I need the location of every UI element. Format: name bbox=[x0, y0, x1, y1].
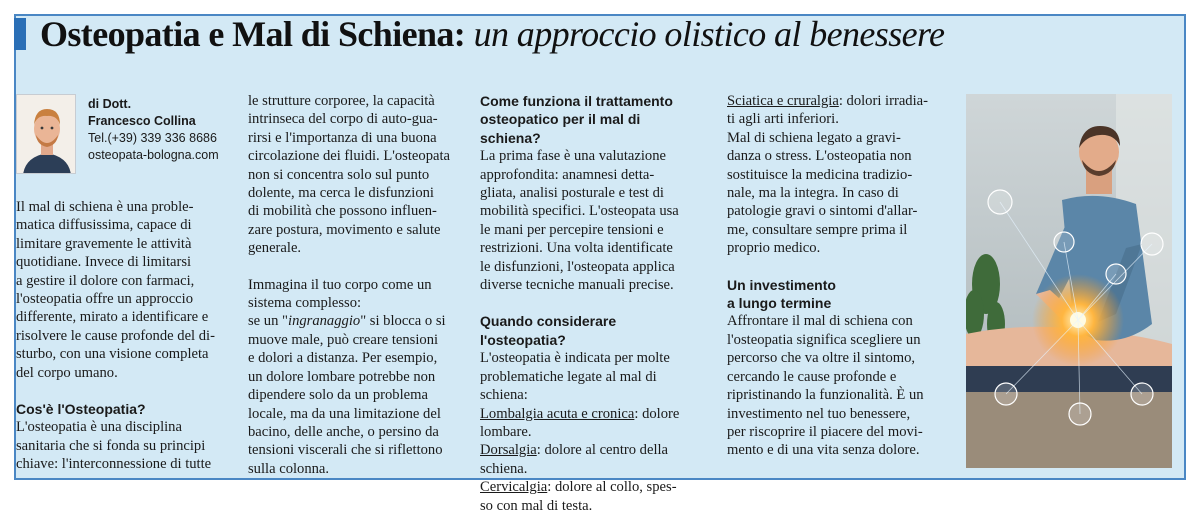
body-line: dolente, ma cerca le disfunzioni bbox=[248, 185, 434, 202]
body-line: per riscoprire il piacere del movi- bbox=[727, 423, 923, 440]
intro-line: a gestire il dolore con farmaci, bbox=[16, 272, 195, 289]
body-line: locale, ma da una limitazione del bbox=[248, 405, 441, 422]
intro-line: quotidiane. Invece di limitarsi bbox=[16, 254, 192, 271]
intro-line: l'osteopatia offre un approccio bbox=[16, 291, 194, 308]
body-line: L'osteopatia è indicata per molte bbox=[480, 350, 670, 367]
body-line: lombare. bbox=[480, 423, 532, 440]
condition-item bbox=[480, 441, 702, 459]
condition-desc: : dolore al centro della bbox=[536, 442, 669, 459]
body-line: investimento nel tuo benessere, bbox=[727, 405, 911, 422]
condition-term: Cervicalgia bbox=[480, 479, 548, 496]
condition-item bbox=[480, 478, 702, 496]
intro-line: Il mal di schiena è una proble- bbox=[16, 199, 194, 215]
column-1 bbox=[16, 94, 228, 474]
body-line: le strutture corporee, la capacità bbox=[248, 93, 435, 109]
body-line: percorso che va oltre il sintomo, bbox=[727, 350, 916, 367]
body-line: approfondita: anamnesi detta- bbox=[480, 166, 655, 183]
body-line: ripristinando la funzionalità. È un bbox=[727, 387, 924, 404]
text-run: se un " bbox=[248, 313, 289, 330]
body-line: diverse tecniche manuali precise. bbox=[480, 277, 674, 294]
column-2 bbox=[248, 92, 470, 478]
osteopathy-treatment-photo-icon bbox=[966, 94, 1172, 468]
condition-desc: : dolori irradia- bbox=[838, 93, 928, 109]
body-line: schiena: bbox=[480, 387, 528, 404]
body-line: l'osteopatia significa scegliere un bbox=[727, 331, 921, 348]
body-line: sistema complesso: bbox=[248, 295, 362, 312]
body-line: danza o stress. L'osteopatia non bbox=[727, 148, 912, 165]
text-run: " si blocca o si bbox=[360, 313, 446, 330]
author-website: osteopata-bologna.com bbox=[88, 148, 219, 162]
body-line: mobilità specifici. L'osteopata usa bbox=[480, 203, 679, 220]
condition-desc: : dolore bbox=[634, 405, 680, 422]
body-line: L'osteopatia è una disciplina bbox=[16, 419, 182, 436]
body-line: sulla colonna. bbox=[248, 460, 330, 477]
section-heading-what-is: Cos'è l'Osteopatia? bbox=[16, 401, 146, 418]
body-line: gliata, analisi posturale e test di bbox=[480, 185, 664, 202]
author-prefix: di Dott. bbox=[88, 97, 132, 111]
intro-line: matica diffusissima, capace di bbox=[16, 217, 192, 234]
body-line: non si concentra solo sul punto bbox=[248, 166, 430, 183]
emphasis-ingranaggio: ingranaggio bbox=[288, 313, 361, 330]
body-line: dipendere solo da un problema bbox=[248, 387, 428, 404]
section-heading-investment: Un investimento bbox=[727, 276, 836, 293]
body-line: chiave: l'interconnessione di tutte bbox=[16, 456, 212, 473]
body-line: mento e di una vita senza dolore. bbox=[727, 442, 920, 459]
body-line: rirsi e l'importanza di una buona bbox=[248, 129, 437, 146]
body-line: Mal di schiena legato a gravi- bbox=[727, 129, 901, 146]
author-name: Francesco Collina bbox=[88, 114, 196, 128]
page-title bbox=[40, 13, 944, 55]
body-line: le disfunzioni, l'osteopata applica bbox=[480, 258, 675, 275]
intro-line: sturbo, con una visione completa bbox=[16, 346, 209, 363]
body-line: e dolori a distanza. Per esempio, bbox=[248, 350, 438, 367]
intro-line: differente, mirato a identificare e bbox=[16, 309, 209, 326]
body-line: intrinseca del corpo di auto-gua- bbox=[248, 111, 438, 128]
body-line: sanitaria che si fonda su principi bbox=[16, 437, 206, 454]
body-line: cercando le cause profonde e bbox=[727, 368, 897, 385]
author-info bbox=[88, 96, 219, 164]
author-phone: Tel.(+39) 339 336 8686 bbox=[88, 131, 217, 145]
section-heading-how-it-works: osteopatico per il mal di schiena? bbox=[480, 111, 641, 146]
body-line: zare postura, movimento e salute bbox=[248, 221, 441, 238]
column-4 bbox=[727, 92, 959, 460]
body-line: generale. bbox=[248, 240, 302, 257]
intro-line: risolvere le cause profonde del di- bbox=[16, 327, 215, 344]
body-line: le mani per percepire tensioni e bbox=[480, 221, 664, 238]
column-3 bbox=[480, 92, 702, 515]
condition-desc: : dolore al collo, spes- bbox=[547, 479, 677, 496]
condition-term: Sciatica e cruralgia bbox=[727, 93, 839, 109]
body-line: La prima fase è una valutazione bbox=[480, 148, 666, 165]
condition-term: Dorsalgia bbox=[480, 442, 537, 459]
body-line: patologie gravi o sintomi d'allar- bbox=[727, 203, 918, 220]
body-line: schiena. bbox=[480, 460, 528, 477]
intro-line: limitare gravemente le attività bbox=[16, 235, 192, 252]
body-line: so con mal di testa. bbox=[480, 497, 593, 514]
body-line: circolazione dei fluidi. L'osteopata bbox=[248, 148, 450, 165]
condition-item bbox=[727, 92, 959, 110]
body-line: me, consultare sempre prima il bbox=[727, 221, 908, 238]
headline-bar bbox=[14, 14, 944, 54]
body-line: restrizioni. Una volta identificate bbox=[480, 240, 673, 257]
body-line: tensioni viscerali che si riflettono bbox=[248, 442, 443, 459]
body-line: Immagina il tuo corpo come un bbox=[248, 276, 432, 293]
body-line: sostituisce la medicina tradizio- bbox=[727, 166, 913, 183]
body-line: bacino, delle anche, o persino da bbox=[248, 423, 439, 440]
body-line: nale, ma la integra. In caso di bbox=[727, 185, 899, 202]
section-heading-when: Quando considerare l'osteopatia? bbox=[480, 313, 617, 348]
body-line: un dolore lombare potrebbe non bbox=[248, 368, 436, 385]
body-line: ti agli arti inferiori. bbox=[727, 111, 839, 128]
section-heading-how-it-works: Come funziona il trattamento bbox=[480, 93, 673, 109]
condition-term: Lombalgia acuta e cronica bbox=[480, 405, 635, 422]
author-portrait-icon bbox=[16, 94, 76, 174]
intro-line: del corpo umano. bbox=[16, 364, 118, 381]
section-heading-investment: a lungo termine bbox=[727, 295, 832, 312]
author-box bbox=[16, 94, 228, 194]
body-line-ingranaggio bbox=[248, 312, 470, 330]
body-line: proprio medico. bbox=[727, 240, 821, 257]
title-subtitle: un approccio olistico al benessere bbox=[473, 14, 945, 54]
body-line: muove male, può creare tensioni bbox=[248, 331, 439, 348]
title-main: Osteopatia e Mal di Schiena: bbox=[40, 14, 466, 54]
headline-accent-mark bbox=[14, 18, 26, 50]
body-line: Affrontare il mal di schiena con bbox=[727, 313, 913, 330]
body-line: problematiche legate al mal di bbox=[480, 368, 657, 385]
body-line: di mobilità che possono influen- bbox=[248, 203, 437, 220]
condition-item bbox=[480, 405, 702, 423]
